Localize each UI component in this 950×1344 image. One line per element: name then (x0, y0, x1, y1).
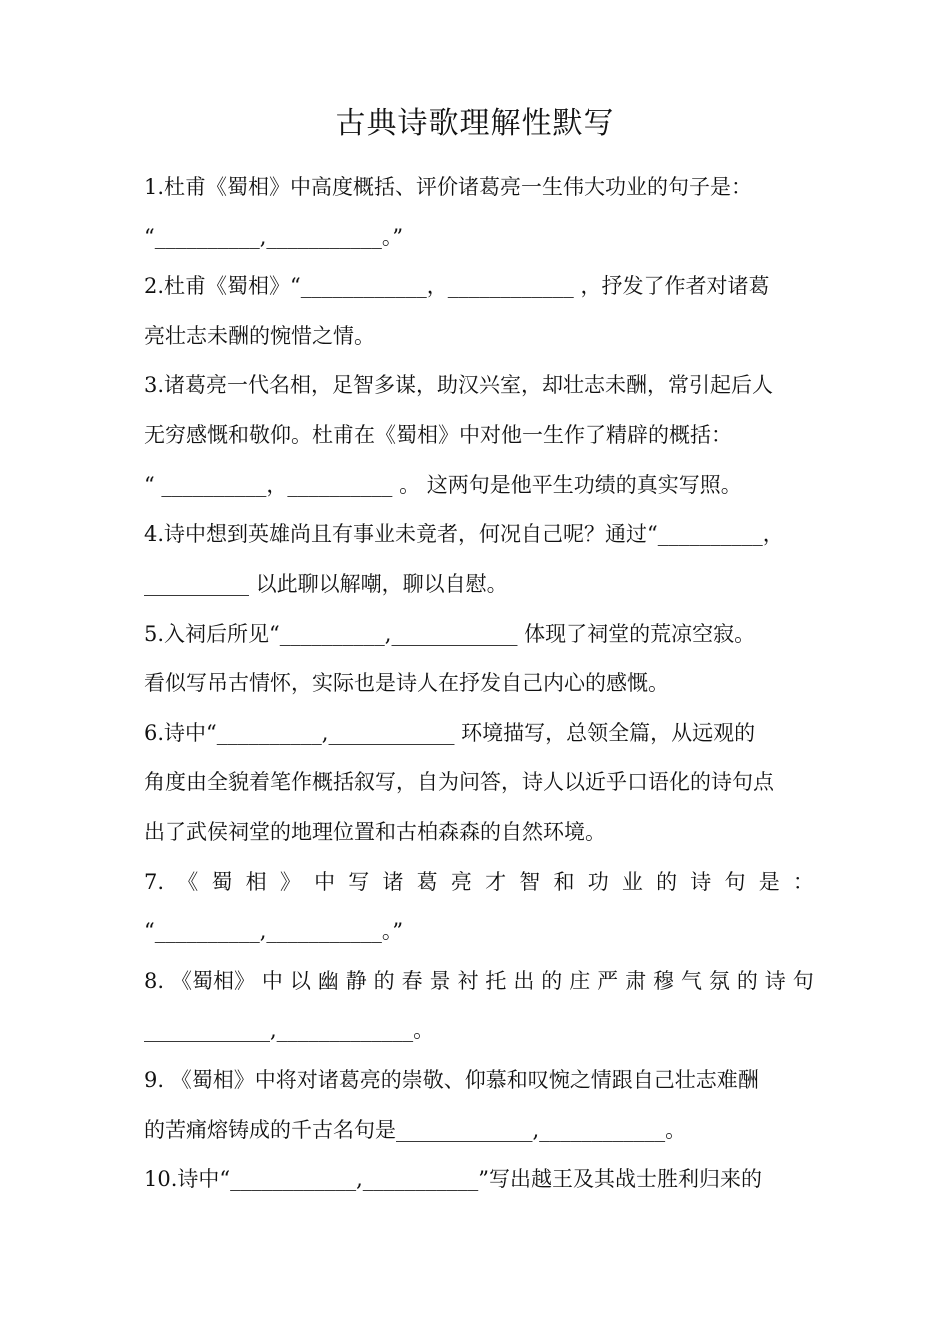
q7-char: 和 (553, 870, 575, 894)
q8-char: 衬 (457, 969, 479, 993)
q3-line-3: “ __________，__________ 。 这两句是他平生功绩的真实写照。 (144, 473, 742, 497)
q7-char: 功 (587, 870, 609, 894)
q7-char: 葛 (416, 870, 438, 894)
q8-char: 肃 (625, 969, 647, 993)
q8-char: 庄 (569, 969, 591, 993)
q7-char: 智 (519, 870, 541, 894)
q4-line-1: 4.诗中想到英雄尚且有事业未竟者，何况自己呢？通过“__________， (144, 522, 784, 546)
q8-char: 的 (736, 969, 758, 993)
q8-char: 8. (144, 969, 165, 993)
q8-line-2: ____________,_____________。 (144, 1018, 435, 1042)
q5-line-2: 看似写吊古情怀，实际也是诗人在抒发自己内心的感慨。 (144, 671, 669, 695)
q7-line-2: “__________,___________。” (144, 919, 404, 943)
q8-char: 出 (513, 969, 535, 993)
q9-line-1: 9. 《蜀相》中将对诸葛亮的崇敬、仰慕和叹惋之情跟自己壮志难酬 (144, 1068, 759, 1092)
q8-char: 的 (541, 969, 563, 993)
q8-line-1 (144, 965, 814, 997)
q7-char: 蜀 (211, 870, 233, 894)
q8-char: 春 (401, 969, 423, 993)
q10-line-1: 10.诗中“____________,___________”写出越王及其战士胜利归来的 (144, 1167, 763, 1191)
q7-char: 》 (279, 870, 301, 894)
q8-char: 景 (429, 969, 451, 993)
q5-line-1: 5.入祠后所见“__________,____________ 体现了祠堂的荒凉空寂。 (144, 622, 756, 646)
q1-line-2: “__________,___________。” (144, 225, 404, 249)
q7-char: 才 (485, 870, 507, 894)
q7-line-1 (144, 866, 814, 898)
q8-char: 句 (792, 969, 814, 993)
q8-char: 静 (345, 969, 367, 993)
q8-char: 的 (373, 969, 395, 993)
q8-char: 幽 (317, 969, 339, 993)
q8-char: 中 (261, 969, 283, 993)
q7-char: 业 (621, 870, 643, 894)
q7-char: 诗 (690, 870, 712, 894)
q8-char: 氛 (708, 969, 730, 993)
q7-char: ： (792, 870, 814, 894)
q7-char: 《 (177, 870, 199, 894)
q7-char: 写 (348, 870, 370, 894)
q8-char: 严 (597, 969, 619, 993)
q7-char: 是 (758, 870, 780, 894)
q1-line-1: 1.杜甫《蜀相》中高度概括、评价诸葛亮一生伟大功业的句子是： (144, 175, 753, 199)
q8-char: 托 (485, 969, 507, 993)
q7-char: 相 (245, 870, 267, 894)
q6-line-2: 角度由全貌着笔作概括叙写，自为问答，诗人以近乎口语化的诗句点 (144, 770, 774, 794)
q6-line-3: 出了武侯祠堂的地理位置和古柏森森的自然环境。 (144, 820, 606, 844)
q3-line-2: 无穷感慨和敬仰。杜甫在《蜀相》中对他一生作了精辟的概括： (144, 423, 732, 447)
q8-char: 穆 (653, 969, 675, 993)
q7-char: 诸 (382, 870, 404, 894)
q2-line-2: 亮壮志未酬的惋惜之情。 (144, 324, 375, 348)
q7-char: 中 (314, 870, 336, 894)
q4-line-2: __________ 以此聊以解嘲，聊以自慰。 (144, 572, 508, 596)
q6-line-1: 6.诗中“__________,____________ 环境描写，总领全篇，从远观的 (144, 721, 756, 745)
q7-char: 7. (144, 870, 165, 894)
q8-char: 《蜀相》 (170, 969, 255, 993)
q7-char: 亮 (450, 870, 472, 894)
document-title: 古典诗歌理解性默写 (335, 106, 615, 141)
q7-char: 句 (724, 870, 746, 894)
q3-line-1: 3.诸葛亮一代名相，足智多谋，助汉兴室，却壮志未酬，常引起后人 (144, 373, 774, 397)
q7-char: 的 (656, 870, 678, 894)
q8-char: 气 (680, 969, 702, 993)
q2-line-1: 2.杜甫《蜀相》“____________，____________ ，抒发了作者对诸葛 (144, 274, 770, 298)
q8-char: 以 (289, 969, 311, 993)
q8-char: 诗 (764, 969, 786, 993)
q9-line-2: 的苦痛熔铸成的千古名句是_____________,____________。 (144, 1118, 687, 1142)
